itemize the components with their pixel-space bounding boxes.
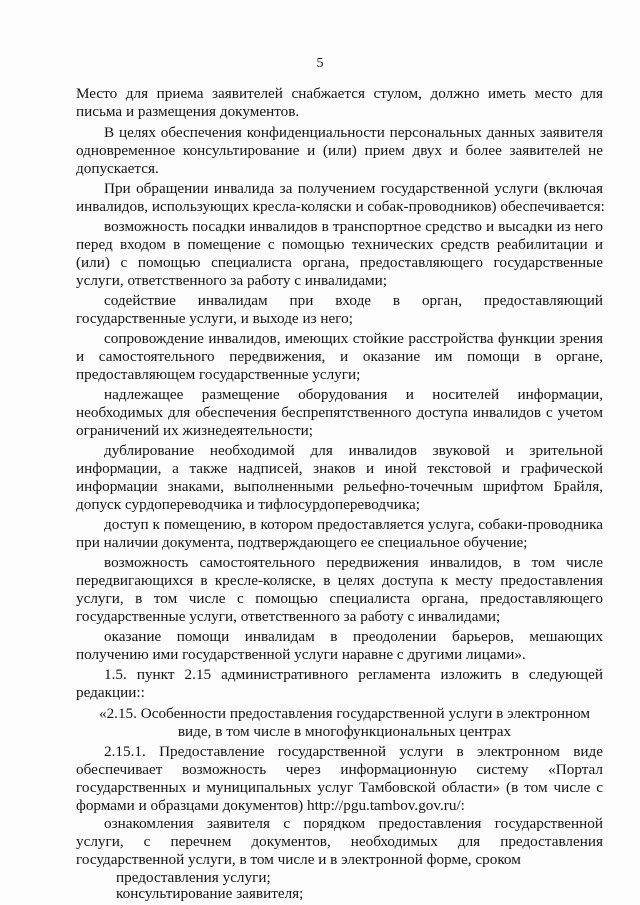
text-line: перед входом в помещение с помощью технических средств реабилитации и (76, 236, 603, 253)
text-line: инвалидов, использующих кресла-коляски и собак-проводников) обеспечивается: (76, 198, 605, 215)
text-line: 2.15.1. Предоставление государственной услуги в электронном виде (104, 743, 603, 760)
text-line: ограничений их жизнедеятельности; (76, 422, 313, 439)
text-line: услуги, в том числе с помощью специалиста органа, предоставляющего (76, 590, 603, 607)
text-line: государственные услуги, и выходе из него; (76, 310, 353, 327)
text-line: В целях обеспечения конфиденциальности персональных данных заявителя (104, 124, 603, 141)
text-line: информации знаками, выполненными рельефно-точечным шрифтом Брайля, (76, 478, 603, 495)
text-line: дублирование необходимой для инвалидов звуковой и зрительной (104, 442, 603, 459)
text-line: предоставляющем государственные услуги; (76, 366, 361, 383)
text-line: оказание помощи инвалидам в преодолении барьеров, мешающих (104, 628, 603, 645)
text-line: государственной услуги, в том числе и в электронной форме, сроком (76, 851, 521, 868)
text-line: передвигающихся в кресле-коляске, в целях доступа к месту предоставления (76, 572, 603, 589)
text-line: одновременное консультирование и (или) прием двух и более заявителей не (76, 142, 603, 159)
text-line: государственных и муниципальных услуг Тамбовской области» (в том числе с (76, 779, 603, 796)
text-line: допускается. (76, 160, 159, 177)
text-line: услуги, с перечнем документов, необходимых для предоставления (76, 833, 603, 850)
text-line: ознакомления заявителя с порядком предоставления государственной (104, 815, 603, 832)
text-line: При обращении инвалида за получением государственной услуги (включая (104, 180, 603, 197)
text-line: государственные услуги, ответственного за работу с инвалидами; (76, 608, 501, 625)
text-line: необходимых для обеспечения беспрепятственного доступа инвалидов с учетом (76, 404, 603, 421)
text-line: формами и образцами документов) http://pgu.tambov.gov.ru/: (76, 797, 465, 814)
text-line: допуск сурдопереводчика и тифлосурдопереводчика; (76, 496, 420, 513)
section-heading: виде, в том числе в многофункциональных центрах (177, 723, 512, 740)
text-line: консультирование заявителя; (116, 885, 304, 902)
text-line: (или) с помощью специалиста органа, предоставляющего государственные (76, 254, 603, 271)
text-line: письма и размещения документов. (76, 103, 300, 120)
text-line: надлежащее размещение оборудования и носителей информации, (104, 386, 603, 403)
text-line: получению ими государственной услуги наравне с другими лицами». (76, 646, 526, 663)
page-number: 5 (316, 56, 324, 71)
text-line: возможность самостоятельного передвижения инвалидов, в том числе (104, 554, 603, 571)
text-line: услуги, ответственного за работу с инвалидами; (76, 272, 388, 289)
text-line: информации, а также надписей, знаков и иной текстовой и графической (76, 460, 603, 477)
text-line: Место для приема заявителей снабжается стулом, должно иметь место для (76, 85, 603, 102)
text-line: редакции:: (76, 684, 145, 701)
text-line: и самостоятельного передвижения, и оказание им помощи в органе, (76, 348, 603, 365)
text-line: 1.5. пункт 2.15 административного регламента изложить в следующей (104, 666, 603, 683)
text-line: содействие инвалидам при входе в орган, предоставляющий (104, 292, 603, 309)
text-line: обеспечивает возможность через информационную систему «Портал (76, 761, 603, 778)
text-line: предоставления услуги; (116, 869, 271, 886)
text-line: доступ к помещению, в котором предоставляется услуга, собаки-проводника (104, 516, 603, 533)
text-line: при наличии документа, подтверждающего ее специальное обучение; (76, 534, 528, 551)
section-heading: «2.15. Особенности предоставления государственной услуги в электронном (98, 705, 591, 722)
text-line: сопровождение инвалидов, имеющих стойкие расстройства функции зрения (104, 330, 603, 347)
text-line: возможность посадки инвалидов в транспортное средство и высадки из него (104, 218, 603, 235)
